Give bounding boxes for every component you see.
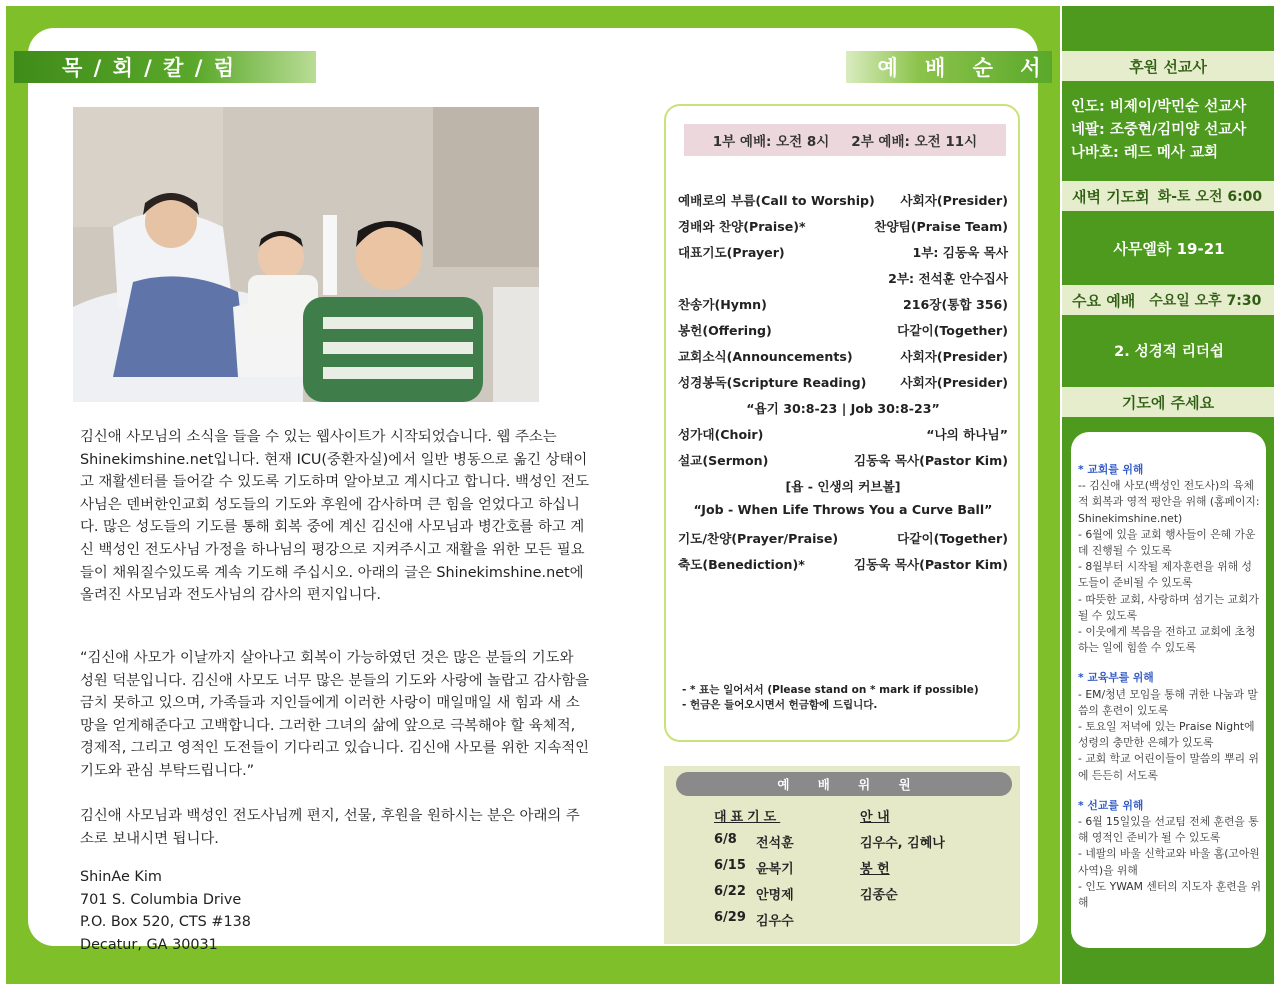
order-item xyxy=(678,268,1008,288)
order-item-leader: 다같이(Together) xyxy=(897,323,1008,338)
order-item xyxy=(678,424,1008,444)
prayer-line: - 6월 15일있을 선교팀 전체 훈련을 통해 영적인 준비가 될 수 있도록 xyxy=(1078,815,1259,845)
order-item xyxy=(678,450,1008,470)
order-item xyxy=(678,242,1008,262)
sermon-title-kr: [욥 - 인생의 커브볼] xyxy=(785,479,901,494)
order-item-leader: 김동욱 목사(Pastor Kim) xyxy=(853,453,1008,468)
order-item-leader: 2부: 전석훈 안수집사 xyxy=(888,271,1008,286)
address-line: 701 S. Columbia Drive xyxy=(80,891,242,908)
offering-role-heading: 봉 헌 xyxy=(860,862,890,877)
order-item-leader: 1부: 김동욱 목사 xyxy=(912,245,1008,260)
address-line: Decatur, GA 30031 xyxy=(80,936,218,953)
standing-note: - * 표는 일어서서 (Please stand on * mark if possible) xyxy=(682,684,979,696)
order-item-name: 설교(Sermon) xyxy=(678,453,769,468)
order-item xyxy=(678,554,1008,574)
prayer-line: - 8월부터 시작될 제자훈련을 위해 성도들이 준비될 수 있도록 xyxy=(1078,560,1252,590)
service-time-1: 1부 예배: 오전 8시 xyxy=(712,134,830,150)
prayer-line: - 인도 YWAM 센터의 지도자 훈련을 위해 xyxy=(1078,879,1262,910)
order-item-leader: 사회자(Presider) xyxy=(900,375,1008,390)
office-reading: 사무엘하 19-21 xyxy=(1113,239,1225,258)
order-item-name: 예배로의 부름(Call to Worship) xyxy=(678,193,875,208)
order-item-name: 교회소식(Announcements) xyxy=(678,349,853,364)
role-name: 윤복기 xyxy=(756,862,794,877)
prayer-request-title: 기도에 주세요 xyxy=(1062,387,1274,417)
prayer-line: - EM/청년 모임을 통해 귀한 나눔과 말씀의 훈련이 있도록 xyxy=(1078,687,1258,717)
prayer-role-heading: 대표기도 xyxy=(714,810,781,825)
order-item-leader: “나의 하나님” xyxy=(926,427,1008,442)
prayer-line: - 따뜻한 교회, 사랑하며 섬기는 교회가 될 수 있도록 xyxy=(1078,592,1259,622)
dawn-prayer-label: 새벽 기도회 xyxy=(1072,187,1150,206)
order-item-leader: 사회자(Presider) xyxy=(900,349,1008,364)
address-line: ShinAe Kim xyxy=(80,869,162,885)
order-item-leader: 다같이(Together) xyxy=(897,531,1008,546)
order-item-name: 봉헌(Offering) xyxy=(678,323,772,338)
sermon-title-en: “Job - When Life Throws You a Curve Ball” xyxy=(693,502,993,517)
column-paragraph-3: 김신애 사모님과 백성인 전도사님께 편지, 선물, 후원을 원하시는 분은 아래의 주소로 보내시면 됩니다. xyxy=(80,808,580,847)
family-photo xyxy=(73,107,539,402)
worship-order-header: 예 배 순 서 xyxy=(846,51,1052,83)
role-date: 6/22 xyxy=(714,884,746,899)
service-time-2: 2부 예배: 오전 11시 xyxy=(851,134,978,150)
prayer-section-heading: * 교육부를 위해 xyxy=(1078,671,1154,685)
wednesday-service-time: 수요일 오후 7:30 xyxy=(1149,293,1262,309)
order-item xyxy=(678,528,1008,548)
column-paragraph-2: “김신애 사모가 이날까지 살아나고 회복이 가능하였던 것은 많은 분들의 기도와 성원 덕분입니다. 김신애 사모도 너무 많은 분들의 기도와 사랑에 놀랍고 감사함을 금치 못하고 있으며, 가족들과 지인들에게 이러한 사랑이 매일매일 새 힘과 새 소망을 얻게해준다고 고백합니다. 그러한 그녀의 삶에 앞으로 극복해야 할 육체적, 경제적, 그리고 영적인 도전들이 기다리고 있습니다. 김신애 사모를 위한 지속적인 기도와 관심 부탁드립니다.” xyxy=(80,650,590,779)
order-item xyxy=(678,346,1008,366)
order-item-name: 성가대(Choir) xyxy=(678,427,764,442)
missionary-item: 나바호: 레드 메사 교회 xyxy=(1071,145,1219,161)
address-line: P.O. Box 520, CTS #138 xyxy=(80,914,251,931)
guide-role-heading: 안 내 xyxy=(860,810,890,825)
order-item-name: 찬송가(Hymn) xyxy=(678,297,767,312)
missionary-item: 인도: 비제이/박민순 선교사 xyxy=(1071,99,1247,115)
order-item-leader: 김동욱 목사(Pastor Kim) xyxy=(853,557,1008,572)
order-item-leader: 216장(통합 356) xyxy=(903,297,1008,312)
service-roles-title: 예 배 위 원 xyxy=(676,772,1012,796)
wednesday-service xyxy=(1062,285,1274,315)
prayer-line: - 이웃에게 복음을 전하고 교회에 초청하는 일에 힘쓸 수 있도록 xyxy=(1078,625,1256,655)
missionary-item: 네팔: 조중현/김미양 선교사 xyxy=(1071,122,1247,138)
mailing-address xyxy=(80,866,251,956)
wednesday-service-label: 수요 예배 xyxy=(1072,291,1136,310)
prayer-line: - 교회 학교 어린이들이 말씀의 뿌리 위에 든든히 서도록 xyxy=(1078,752,1259,782)
role-name: 김우수 xyxy=(756,914,794,929)
order-item xyxy=(678,320,1008,340)
order-item xyxy=(678,294,1008,314)
prayer-request-list xyxy=(1078,462,1262,911)
missionary-list xyxy=(1071,96,1246,165)
offering-note: - 헌금은 들어오시면서 헌금함에 드립니다. xyxy=(682,699,878,711)
role-name: 안명제 xyxy=(756,888,794,903)
prayer-line: - 6월에 있을 교회 행사들이 은혜 가운데 진행될 수 있도록 xyxy=(1078,527,1256,558)
order-item-name: 대표기도(Prayer) xyxy=(678,245,785,260)
order-item-name: 경배와 찬양(Praise)* xyxy=(678,219,806,234)
order-item xyxy=(678,216,1008,236)
order-item-name: 기도/찬양(Prayer/Praise) xyxy=(678,531,839,546)
order-item-name: 성경봉독(Scripture Reading) xyxy=(678,375,867,390)
service-times xyxy=(684,124,1006,156)
column-paragraph-1: 김신애 사모님의 소식을 들을 수 있는 웹사이트가 시작되었습니다. 웹 주소는 Shinekimshine.net입니다. 현재 ICU(중환자실)에서 일반 병동으로 옮긴 상태이고 재활센터를 들어갈 수 있도록 기도하며 알아보고 계시다고 합니다. 백성인 전도사님은 덴버한인교회 성도들의 기도와 후원에 감사하며 큰 힘을 얻었다고 하십니다. 많은 성도들의 기도를 통해 회복 중에 계신 김신애 사모님과 병간호를 하고 계신 백성인 전도사님 가정을 하나님의 평강으로 지켜주시고 재활을 위한 모든 필요들이 채워질수있도록 계속 기도해 주십시오. 아래의 글은 Shinekimshine.net에 올려진 사모님과 전도사님의 감사의 편지입니다. xyxy=(80,429,590,604)
order-item-leader: 사회자(Presider) xyxy=(900,193,1008,208)
wednesday-topic: 2. 성경적 리더쉽 xyxy=(1114,343,1224,360)
guide-names: 김우수, 김혜나 xyxy=(860,836,945,851)
prayer-section-heading: * 교회를 위해 xyxy=(1078,463,1144,476)
role-date: 6/8 xyxy=(714,832,737,847)
scripture-reference: “욥기 30:8-23 | Job 30:8-23” xyxy=(746,401,940,416)
prayer-line: -- 김신애 사모(백성인 전도사)의 육체적 회복과 영적 평안을 위해 (홈페이지: Shinekimshine.net) xyxy=(1078,479,1260,525)
missionary-title: 후원 선교사 xyxy=(1062,51,1274,81)
role-date: 6/29 xyxy=(714,910,746,925)
pastor-column-header: 목 / 회 / 칼 / 럼 xyxy=(14,51,316,83)
dawn-prayer-time: 화-토 오전 6:00 xyxy=(1157,189,1263,205)
offering-names: 김종순 xyxy=(860,888,898,903)
order-item-leader: 찬양팀(Praise Team) xyxy=(874,219,1008,234)
order-item-name: 축도(Benediction)* xyxy=(678,557,805,572)
prayer-line: - 토요일 저녁에 있는 Praise Night에 성령의 충만한 은혜가 있도록 xyxy=(1078,720,1255,750)
order-item xyxy=(678,372,1008,392)
dawn-prayer xyxy=(1062,181,1274,211)
prayer-section-heading: * 선교를 위해 xyxy=(1078,798,1144,812)
order-item xyxy=(678,190,1008,210)
prayer-line: - 네팔의 바울 신학교와 바울 홈(고아원 사역)을 위해 xyxy=(1078,847,1260,877)
role-name: 전석훈 xyxy=(756,836,794,851)
role-date: 6/15 xyxy=(714,858,746,873)
